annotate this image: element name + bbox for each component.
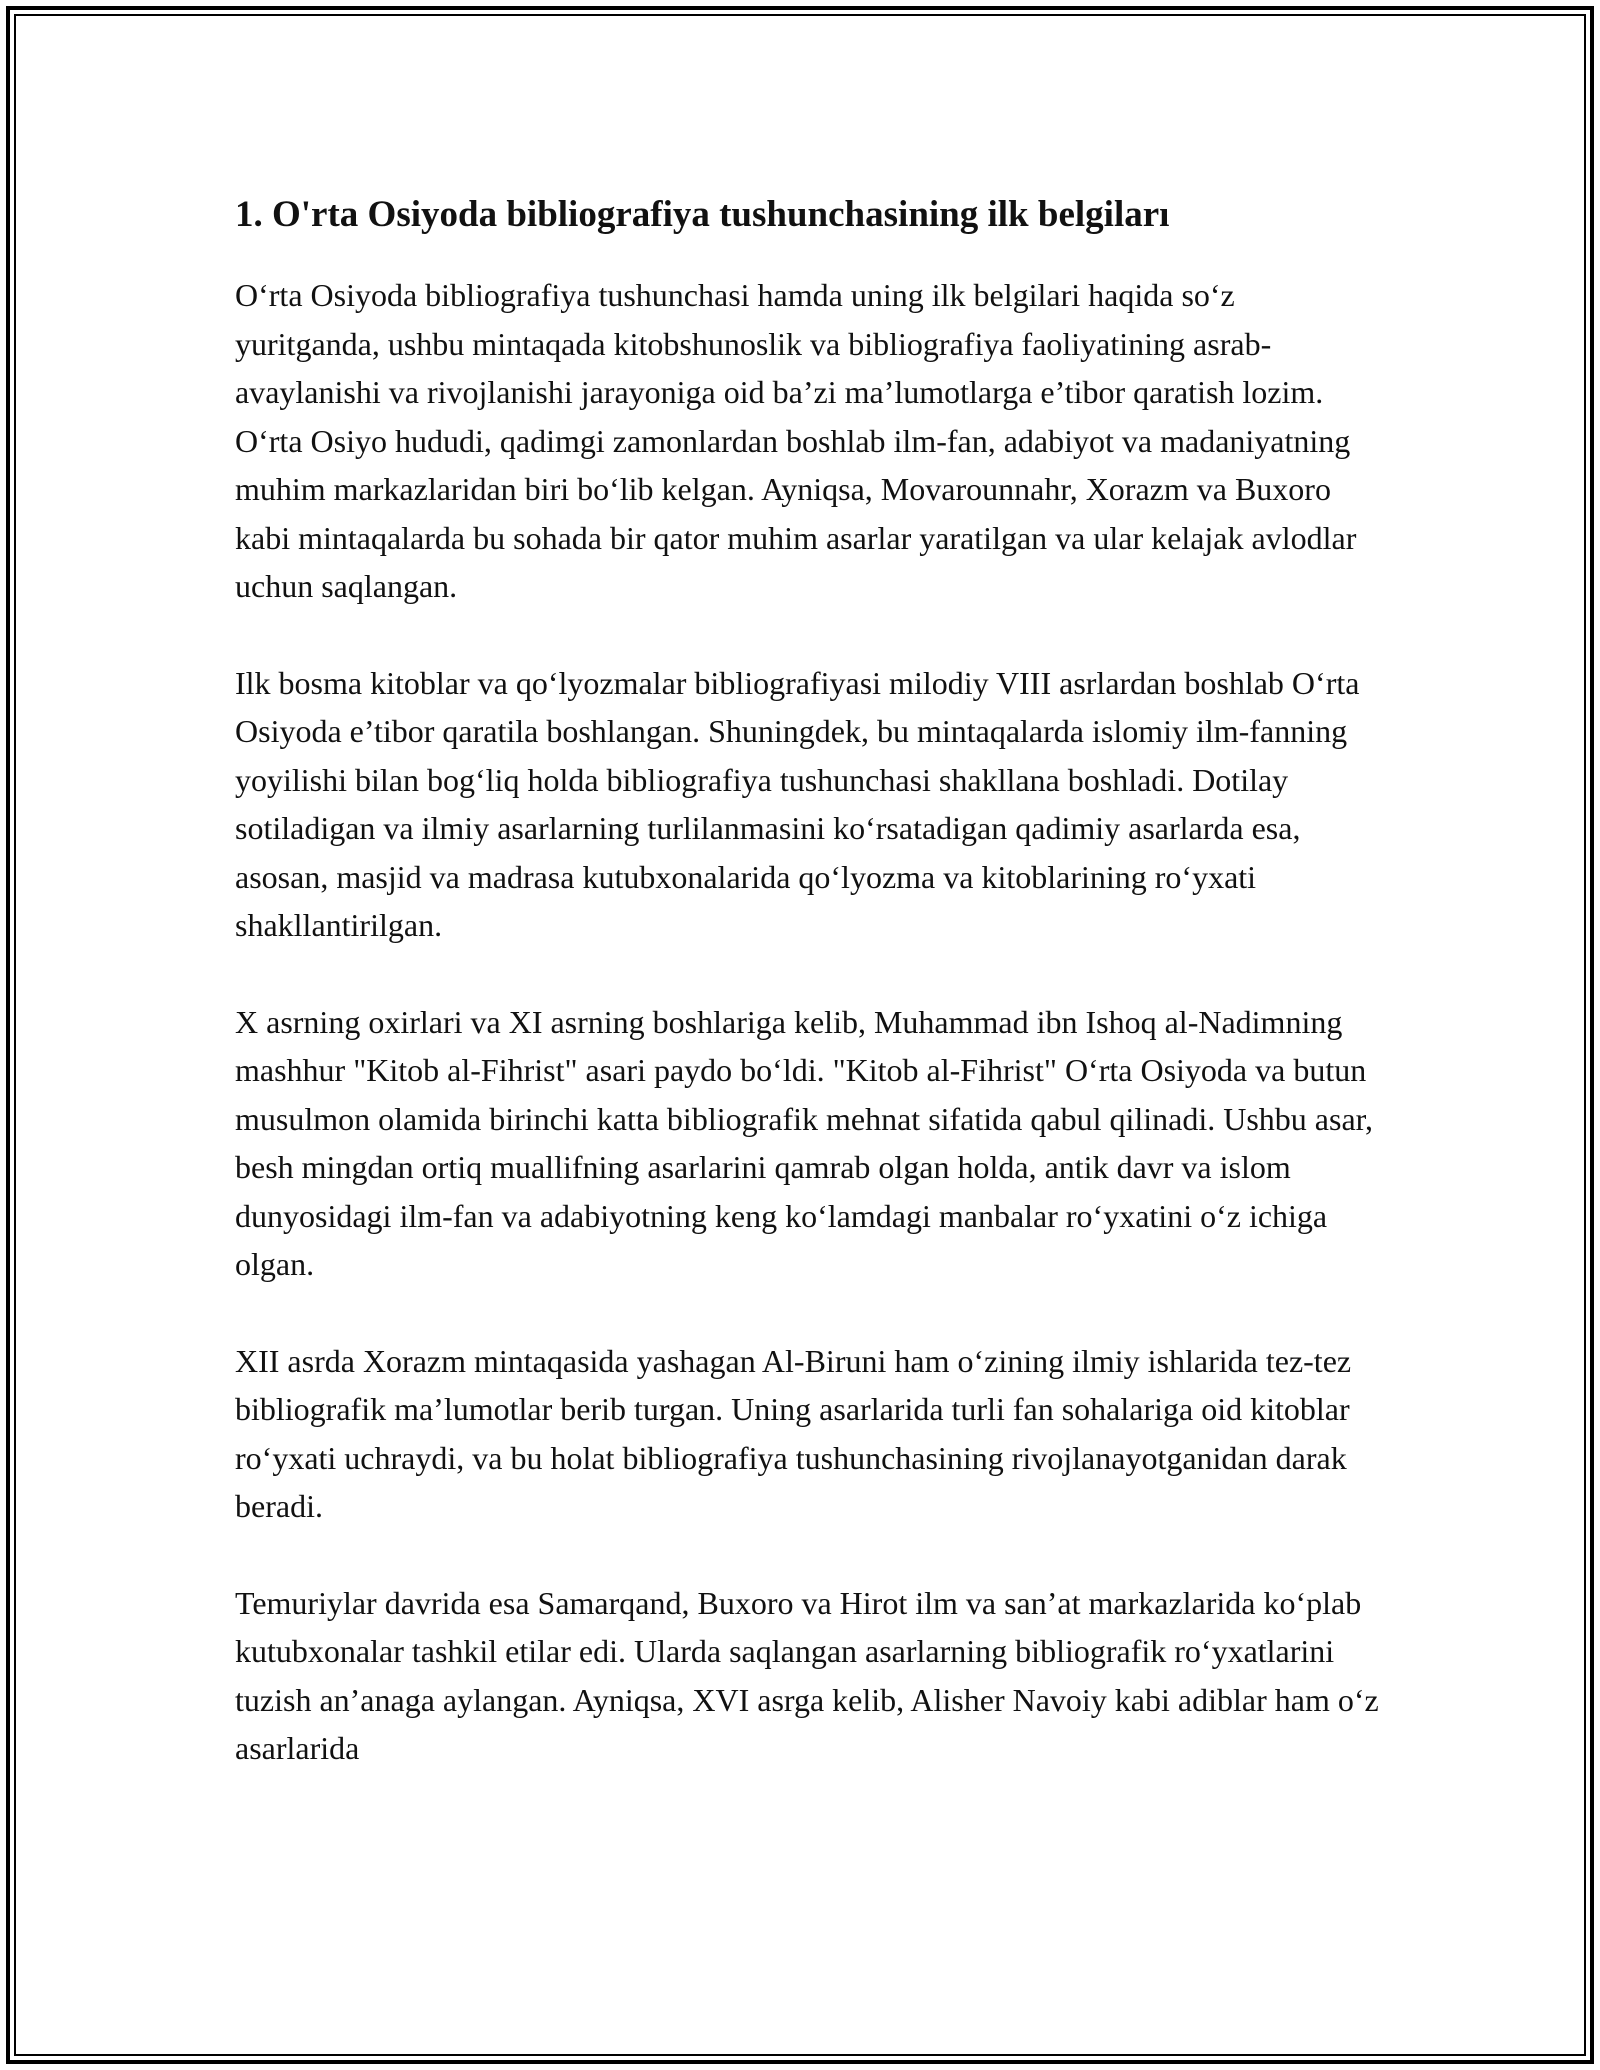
paragraph-3: X asrning oxirlari va XI asrning boshlariga kelib, Muhammad ibn Ishoq al-Nadimning mashhur "Kitob al-Fihrist" asari paydo bo‘ldi. "Kitob al-Fihrist" O‘rta Osiyoda va butun musulmon olamida birinchi katta bibliografik mehnat sifatida qabul qilinadi. Ushbu asar, besh mingdan ortiq muallifning asarlarini qamrab olgan holda, antik davr va islom dunyosidagi ilm-fan va adabiyotning keng ko‘lamdagi manbalar ro‘yxatini o‘z ichiga olgan.	[235, 1003, 1374, 1282]
document-body	[235, 185, 1385, 1821]
section-heading: 1. O'rta Osiyoda bibliografiya tushunchasining ilk belgiları	[235, 194, 1170, 235]
paragraph-4: XII asrda Xorazm mintaqasida yashagan Al-Biruni ham o‘zining ilmiy ishlarida tez-tez bibliografik ma’lumotlar berib turgan. Uning asarlarida turli fan sohalariga oid kitoblar ro‘yxati uchraydi, va bu holat bibliografiya tushunchasining rivojlanayotganidan darak beradi.	[235, 1342, 1352, 1524]
paragraph-2: Ilk bosma kitoblar va qo‘lyozmalar bibliografiyasi milodiy VIII asrlardan boshlab O‘rta Osiyoda e’tibor qaratila boshlangan. Shuningdek, bu mintaqalarda islomiy ilm-fanning yoyilishi bilan bog‘liq holda bibliografiya tushunchasi shakllana boshladi. Dotilay sotiladigan va ilmiy asarlarning turlilanmasini ko‘rsatadigan qadimiy asarlarda esa, asosan, masjid va madrasa kutubxonalarida qo‘lyozma va kitoblarining ro‘yxati shakllantirilgan.	[235, 664, 1360, 943]
paragraph-1: O‘rta Osiyoda bibliografiya tushunchasi hamda uning ilk belgilari haqida so‘z yuritganda, ushbu mintaqada kitobshunoslik va bibliografiya faoliyatining asrab-avaylanishi va rivojlanishi jarayoniga oid ba’zi ma’lumotlarga e’tibor qaratish lozim. O‘rta Osiyo hududi, qadimgi zamonlardan boshlab ilm-fan, adabiyot va madaniyatning muhim markazlaridan biri bo‘lib kelgan. Ayniqsa, Movarounnahr, Xorazm va Buxoro kabi mintaqalarda bu sohada bir qator muhim asarlar yaratilgan va ular kelajak avlodlar uchun saqlangan.	[235, 277, 1357, 604]
paragraph-5: Temuriylar davrida esa Samarqand, Buxoro va Hirot ilm va san’at markazlarida ko‘plab kutubxonalar tashkil etilar edi. Ularda saqlangan asarlarning bibliografik ro‘yxatlarini tuzish an’anaga aylangan. Ayniqsa, XVI asrga kelib, Alisher Navoiy kabi adiblar ham o‘z asarlarida	[235, 1584, 1379, 1766]
